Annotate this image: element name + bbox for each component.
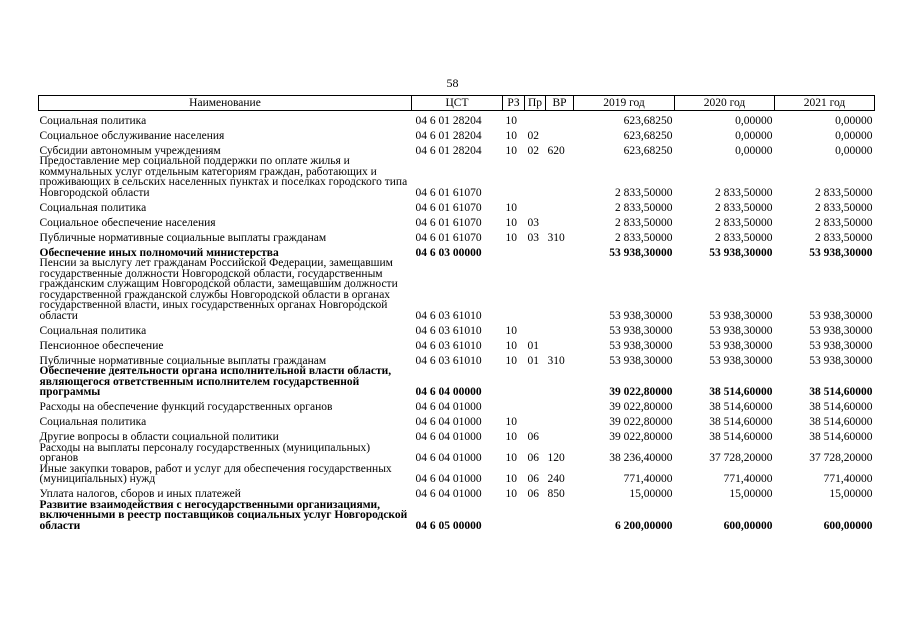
table-row xyxy=(39,213,875,228)
cell-cst: 04 6 04 01000 xyxy=(415,473,482,485)
cell-cst: 04 6 04 01000 xyxy=(415,488,482,500)
table-row xyxy=(39,258,875,321)
cell-2019: 39 022,80000 xyxy=(609,401,673,413)
cell-pr: 02 xyxy=(527,144,539,157)
cell-rz xyxy=(503,243,525,258)
cell-cst: 04 6 04 01000 xyxy=(415,431,482,443)
cell-cst: 04 6 03 61010 xyxy=(415,339,482,352)
cell-2019: 2 833,50000 xyxy=(615,186,673,199)
cell-rz: 10 xyxy=(505,488,517,500)
header-2021: 2021 год xyxy=(775,96,875,111)
table-row xyxy=(39,243,875,258)
header-name: Наименование xyxy=(39,96,412,111)
table-row xyxy=(39,126,875,141)
cell-2019: 38 236,40000 xyxy=(609,452,673,464)
cell-rz xyxy=(503,258,525,321)
cell-pr: 03 xyxy=(527,231,539,244)
cell-rz: 10 xyxy=(505,114,517,127)
cell-vr xyxy=(546,198,574,213)
cell-rz: 10 xyxy=(505,354,517,367)
cell-2021: 53 938,30000 xyxy=(809,309,873,322)
cell-2019: 53 938,30000 xyxy=(609,309,673,322)
cell-vr xyxy=(546,366,574,398)
cell-name: Публичные нормативные социальные выплаты гражданам xyxy=(39,231,327,244)
cell-2020: 38 514,60000 xyxy=(709,416,773,428)
cell-rz: 10 xyxy=(505,231,517,244)
cell-vr xyxy=(546,258,574,321)
cell-2019: 623,68250 xyxy=(623,114,673,127)
cell-vr: 310 xyxy=(547,354,565,367)
table-row xyxy=(39,500,875,532)
cell-pr xyxy=(525,243,546,258)
cell-2020: 15,00000 xyxy=(729,488,773,500)
cell-cst: 04 6 04 00000 xyxy=(415,386,482,398)
table-row xyxy=(39,413,875,428)
cell-vr xyxy=(546,156,574,198)
cell-vr xyxy=(546,428,574,443)
cell-name: Публичные нормативные социальные выплаты гражданам xyxy=(39,354,327,367)
cell-vr: 310 xyxy=(547,231,565,244)
cell-pr xyxy=(525,398,546,413)
cell-2021: 53 938,30000 xyxy=(809,339,873,352)
cell-2021: 53 938,30000 xyxy=(809,246,873,259)
cell-2021: 600,00000 xyxy=(823,519,873,532)
cell-pr: 06 xyxy=(527,452,539,464)
cell-pr xyxy=(525,366,546,398)
cell-pr xyxy=(525,111,546,127)
cell-pr xyxy=(525,198,546,213)
cell-name: Расходы на обеспечение функций государственных органов xyxy=(39,401,333,413)
header-2020: 2020 год xyxy=(675,96,775,111)
cell-vr xyxy=(546,413,574,428)
cell-rz: 10 xyxy=(505,431,517,443)
cell-cst: 04 6 03 61010 xyxy=(415,354,482,367)
cell-rz: 10 xyxy=(505,324,517,337)
cell-name: Субсидии автономным учреждениям xyxy=(39,144,221,157)
cell-2020: 38 514,60000 xyxy=(709,386,773,398)
cell-pr: 02 xyxy=(527,129,539,142)
cell-pr: 03 xyxy=(527,216,539,229)
cell-2019: 2 833,50000 xyxy=(615,231,673,244)
cell-2019: 2 833,50000 xyxy=(615,216,673,229)
cell-2020: 0,00000 xyxy=(735,114,773,127)
cell-vr xyxy=(546,321,574,336)
cell-vr xyxy=(546,398,574,413)
cell-2021: 37 728,20000 xyxy=(809,452,873,464)
cell-2019: 15,00000 xyxy=(629,488,673,500)
page-number: 58 xyxy=(446,76,459,90)
cell-2021: 2 833,50000 xyxy=(815,186,873,199)
cell-vr xyxy=(546,213,574,228)
cell-pr: 06 xyxy=(527,431,539,443)
cell-cst: 04 6 01 61070 xyxy=(415,231,482,244)
cell-2020: 53 938,30000 xyxy=(709,246,773,259)
cell-2020: 53 938,30000 xyxy=(709,339,773,352)
cell-2020: 600,00000 xyxy=(723,519,773,532)
cell-2019: 39 022,80000 xyxy=(609,431,673,443)
cell-cst: 04 6 01 28204 xyxy=(415,129,482,142)
cell-2021: 0,00000 xyxy=(835,129,873,142)
table-row xyxy=(39,111,875,127)
table-row xyxy=(39,336,875,351)
cell-2020: 0,00000 xyxy=(735,129,773,142)
cell-2021: 38 514,60000 xyxy=(809,416,873,428)
cell-cst: 04 6 04 01000 xyxy=(415,452,482,464)
cell-2021: 53 938,30000 xyxy=(809,354,873,367)
cell-2020: 37 728,20000 xyxy=(709,452,773,464)
table-body xyxy=(39,111,875,532)
cell-2019: 53 938,30000 xyxy=(609,354,673,367)
cell-name: Социальная политика xyxy=(39,201,147,214)
cell-2019: 623,68250 xyxy=(623,129,673,142)
cell-vr xyxy=(546,126,574,141)
cell-2021: 0,00000 xyxy=(835,144,873,157)
cell-name: Социальное обслуживание населения xyxy=(39,129,225,142)
cell-2019: 53 938,30000 xyxy=(609,324,673,337)
cell-2019: 39 022,80000 xyxy=(609,386,673,398)
cell-name: Социальное обеспечение населения xyxy=(39,216,216,229)
cell-2019: 623,68250 xyxy=(623,144,673,157)
cell-name: Социальная политика xyxy=(39,324,147,337)
cell-2019: 2 833,50000 xyxy=(615,201,673,214)
table-row xyxy=(39,485,875,500)
cell-rz: 10 xyxy=(505,216,517,229)
cell-rz: 10 xyxy=(505,473,517,485)
cell-rz: 10 xyxy=(505,416,517,428)
cell-rz: 10 xyxy=(505,201,517,214)
cell-vr xyxy=(546,500,574,532)
cell-pr: 06 xyxy=(527,488,539,500)
cell-name: Предоставление мер социальной поддержки по оплате жилья и коммунальных услуг отдельным категориям граждан, работающих и проживающих в сельских населенных пунктах и поселках городского типа Новгородской области xyxy=(39,155,408,199)
cell-2021: 15,00000 xyxy=(829,488,873,500)
cell-vr: 240 xyxy=(547,473,565,485)
cell-rz: 10 xyxy=(505,129,517,142)
cell-2020: 38 514,60000 xyxy=(709,431,773,443)
cell-2020: 2 833,50000 xyxy=(715,216,773,229)
cell-2020: 2 833,50000 xyxy=(715,201,773,214)
cell-2020: 53 938,30000 xyxy=(709,354,773,367)
budget-table xyxy=(38,95,875,531)
cell-2020: 771,40000 xyxy=(723,473,773,485)
cell-rz xyxy=(503,398,525,413)
table-row xyxy=(39,228,875,243)
table-row xyxy=(39,198,875,213)
cell-pr xyxy=(525,500,546,532)
cell-name: Развитие взаимодействия с негосударственными организациями, включенными в реестр поставщиков социальных услуг Новгородской области xyxy=(39,498,408,532)
cell-2021: 771,40000 xyxy=(823,473,873,485)
cell-cst: 04 6 01 61070 xyxy=(415,186,482,199)
cell-name: Обеспечение деятельности органа исполнительной власти области, являющегося ответственным исполнителем государственной программы xyxy=(39,365,392,398)
cell-rz xyxy=(503,156,525,198)
cell-cst: 04 6 01 28204 xyxy=(415,114,482,127)
cell-2019: 39 022,80000 xyxy=(609,416,673,428)
header-pr: Пр xyxy=(525,96,546,111)
cell-name: Социальная политика xyxy=(39,416,147,428)
cell-name: Уплата налогов, сборов и иных платежей xyxy=(39,488,241,500)
header-rz: РЗ xyxy=(503,96,525,111)
cell-rz xyxy=(503,500,525,532)
cell-pr: 01 xyxy=(527,354,539,367)
cell-cst: 04 6 03 61010 xyxy=(415,309,482,322)
cell-2020: 2 833,50000 xyxy=(715,231,773,244)
cell-rz: 10 xyxy=(505,144,517,157)
cell-2019: 6 200,00000 xyxy=(615,519,673,532)
cell-rz xyxy=(503,366,525,398)
cell-2020: 0,00000 xyxy=(735,144,773,157)
cell-2020: 2 833,50000 xyxy=(715,186,773,199)
cell-2021: 38 514,60000 xyxy=(809,386,873,398)
cell-name: Расходы на выплаты персоналу государственных (муниципальных) органов xyxy=(39,441,371,464)
cell-vr: 120 xyxy=(547,452,565,464)
table-row xyxy=(39,366,875,398)
cell-2019: 771,40000 xyxy=(623,473,673,485)
cell-name: Обеспечение иных полномочий министерства xyxy=(39,246,279,259)
cell-cst: 04 6 01 28204 xyxy=(415,144,482,157)
cell-2019: 53 938,30000 xyxy=(609,246,673,259)
cell-name: Пенсии за выслугу лет гражданам Российской Федерации, замещавшим государственные должности Новгородской области, государственным гражданским служащим Новгородской области, замещавшим должности государственной гражданской службы Новгородской области в органах государственной власти, иных государственных органах Новгородской области xyxy=(39,257,398,322)
cell-2021: 2 833,50000 xyxy=(815,231,873,244)
cell-2021: 53 938,30000 xyxy=(809,324,873,337)
cell-vr xyxy=(546,243,574,258)
cell-2021: 2 833,50000 xyxy=(815,216,873,229)
cell-pr xyxy=(525,321,546,336)
cell-rz: 10 xyxy=(505,339,517,352)
cell-2021: 38 514,60000 xyxy=(809,431,873,443)
table-row xyxy=(39,464,875,485)
cell-pr: 01 xyxy=(527,339,539,352)
header-vr: ВР xyxy=(546,96,574,111)
cell-2021: 38 514,60000 xyxy=(809,401,873,413)
header-cst: ЦСТ xyxy=(412,96,503,111)
table-row xyxy=(39,428,875,443)
cell-vr: 620 xyxy=(547,144,565,157)
table-row xyxy=(39,156,875,198)
table-row xyxy=(39,141,875,156)
cell-pr xyxy=(525,258,546,321)
cell-cst: 04 6 03 00000 xyxy=(415,246,482,259)
cell-cst: 04 6 03 61010 xyxy=(415,324,482,337)
table-row xyxy=(39,443,875,464)
cell-2019: 53 938,30000 xyxy=(609,339,673,352)
cell-name: Иные закупки товаров, работ и услуг для обеспечения государственных (муниципальных) нужд xyxy=(39,462,392,485)
cell-cst: 04 6 04 01000 xyxy=(415,401,482,413)
cell-cst: 04 6 04 01000 xyxy=(415,416,482,428)
cell-2020: 53 938,30000 xyxy=(709,309,773,322)
cell-pr xyxy=(525,156,546,198)
cell-cst: 04 6 05 00000 xyxy=(415,519,482,532)
cell-name: Пенсионное обеспечение xyxy=(39,339,164,352)
cell-vr: 850 xyxy=(547,488,565,500)
cell-cst: 04 6 01 61070 xyxy=(415,216,482,229)
cell-name: Социальная политика xyxy=(39,114,147,127)
cell-pr: 06 xyxy=(527,473,539,485)
table-row xyxy=(39,321,875,336)
cell-vr xyxy=(546,336,574,351)
cell-2021: 2 833,50000 xyxy=(815,201,873,214)
cell-pr xyxy=(525,413,546,428)
table-row xyxy=(39,398,875,413)
header-row xyxy=(39,96,875,111)
header-2019: 2019 год xyxy=(574,96,675,111)
cell-vr xyxy=(546,111,574,127)
table-row xyxy=(39,351,875,366)
cell-rz: 10 xyxy=(505,452,517,464)
cell-name: Другие вопросы в области социальной политики xyxy=(39,431,279,443)
cell-2020: 38 514,60000 xyxy=(709,401,773,413)
cell-2020: 53 938,30000 xyxy=(709,324,773,337)
cell-cst: 04 6 01 61070 xyxy=(415,201,482,214)
cell-2021: 0,00000 xyxy=(835,114,873,127)
